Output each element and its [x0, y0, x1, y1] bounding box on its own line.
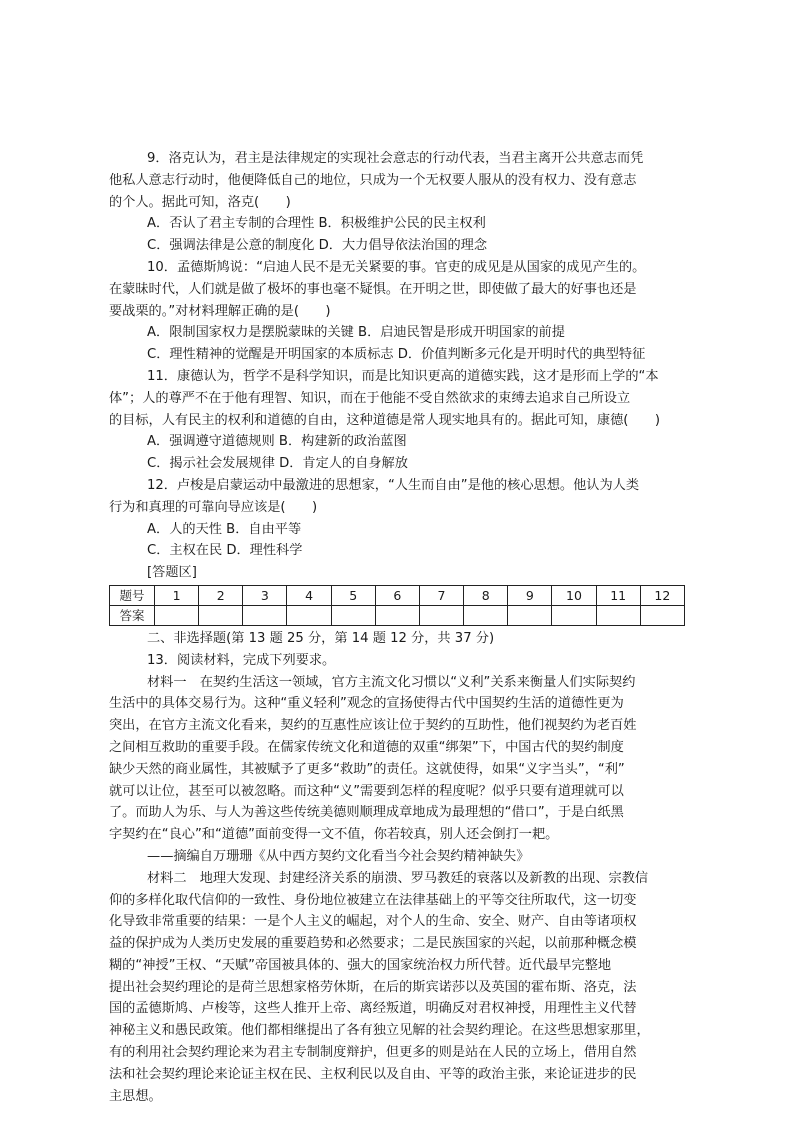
- section-2-title: 二、非选择题(第 13 题 25 分，第 14 题 12 分，共 37 分): [147, 630, 495, 646]
- material-2-line: 有的利用社会契约理论来为君主专制制度辩护，但更多的则是站在人民的立场上，借用自然: [109, 1045, 637, 1061]
- material-2-line: 化导致非常重要的结果：一是个人主义的崛起，对个人的生命、安全、财产、自由等诸项权: [109, 914, 637, 930]
- material-1-line: 材料一 在契约生活这一领域，官方主流文化习惯以“义利”关系来衡量人们实际契约: [147, 674, 636, 690]
- question-9-stem-line: 的个人。据此可知，洛克( ): [109, 194, 291, 210]
- material-1-line: 突出，在官方主流文化看来，契约的互惠性应该让位于契约的互助性，他们视契约为老百姓: [109, 718, 637, 734]
- question-10: [109, 257, 689, 366]
- question-10-stem-line: 10．孟德斯鸠说：“启迪人民不是无关紧要的事。官吏的成见是从国家的成见产生的。: [147, 259, 646, 275]
- answer-cell[interactable]: [552, 605, 596, 625]
- material-2-line: 主思想。: [109, 1088, 162, 1104]
- answer-cell[interactable]: [508, 605, 552, 625]
- question-13-intro: 13．阅读材料，完成下列要求。: [147, 652, 336, 668]
- material-2-line: 法和社会契约理论来论证主权在民、主权利民以及自由、平等的政治主张，来论证进步的民: [109, 1066, 637, 1082]
- answer-area-label: [答题区]: [147, 565, 197, 581]
- answer-cell[interactable]: [596, 605, 640, 625]
- material-2-line: 材料二 地理大发现、封建经济关系的崩溃、罗马教廷的衰落以及新教的出现、宗教信: [147, 870, 649, 886]
- question-number-cell: 12: [640, 585, 684, 605]
- material-1-line: 了。而助人为乐、与人为善这些传统美德则顺理成章地成为最理想的“借口”，于是白纸黑: [109, 805, 624, 821]
- answer-table-answer-row: [110, 605, 685, 625]
- answer-cell[interactable]: [464, 605, 508, 625]
- material-1-line: 字契约在“良心”和“道德”面前变得一文不值，你若较真，别人还会倒打一耙。: [109, 827, 559, 843]
- question-11-options-cd: C．揭示社会发展规律 D．肯定人的自身解放: [147, 456, 408, 472]
- question-number-cell: 8: [464, 585, 508, 605]
- question-number-cell: 11: [596, 585, 640, 605]
- question-10-stem-line: 在蒙昧时代，人们就是做了极坏的事也毫不疑惧。在开明之世，即使做了最大的好事也还是: [109, 281, 637, 297]
- material-2-line: 益的保护成为人类历史发展的重要趋势和必然要求；二是民族国家的兴起，以前那种概念模: [109, 936, 637, 952]
- question-12-options-ab: A．人的天性 B．自由平等: [147, 521, 302, 537]
- question-number-cell: 9: [508, 585, 552, 605]
- answer-cell[interactable]: [419, 605, 463, 625]
- material-1-line: 缺少天然的商业属性，其被赋予了更多“救助”的责任。这就使得，如果“义字当头”，“利”: [109, 761, 625, 777]
- question-9-options-cd: C．强调法律是公意的制度化 D．大力倡导依法治国的理念: [147, 238, 488, 254]
- question-9-options-ab: A．否认了君主专制的合理性 B．积极维护公民的民主权利: [147, 216, 486, 232]
- answer-table-row-header: 题号: [110, 585, 155, 605]
- answer-table-number-row: [110, 585, 685, 605]
- question-11-stem-line: 的目标，人有民主的权利和道德的自由，这种道德是常人现实地具有的。据此可知，康德( ): [109, 412, 660, 428]
- answer-cell[interactable]: [243, 605, 287, 625]
- question-number-cell: 1: [155, 585, 199, 605]
- question-number-cell: 4: [287, 585, 331, 605]
- question-11-stem-line: 体”；人的尊严不在于他有理智、知识，而在于他能不受自然欲求的束缚去追求自己所设立: [109, 390, 631, 406]
- question-10-options-ab: A．限制国家权力是摆脱蒙昧的关键 B．启迪民智是形成开明国家的前提: [147, 325, 565, 341]
- question-number-cell: 3: [243, 585, 287, 605]
- material-1: [109, 672, 689, 868]
- question-12: [109, 475, 689, 562]
- answer-cell[interactable]: [331, 605, 375, 625]
- question-number-cell: 10: [552, 585, 596, 605]
- question-11-options-ab: A．强调遵守道德规则 B．构建新的政治蓝图: [147, 434, 407, 450]
- answer-table: [109, 585, 685, 626]
- question-number-cell: 7: [419, 585, 463, 605]
- question-10-stem-line: 要战栗的。”对材料理解正确的是( ): [109, 303, 331, 319]
- question-9-stem-line: 他私人意志行动时，他便降低自己的地位，只成为一个无权要人服从的没有权力、没有意志: [109, 172, 637, 188]
- answer-cell[interactable]: [287, 605, 331, 625]
- question-number-cell: 6: [375, 585, 419, 605]
- material-1-line: 之间相互救助的重要手段。在儒家传统文化和道德的双重“绑架”下，中国古代的契约制度: [109, 739, 624, 755]
- question-11: [109, 366, 689, 475]
- material-2-line: 国的孟德斯鸠、卢梭等，这些人推开上帝、离经叛道，明确反对君权神授，用理性主义代替: [109, 1001, 637, 1017]
- material-2-line: 仰的多样化取代信仰的一致性、身份地位被建立在法律基础上的平等交往所取代，这一切变: [109, 892, 637, 908]
- answer-cell[interactable]: [375, 605, 419, 625]
- question-10-options-cd: C．理性精神的觉醒是开明国家的本质标志 D．价值判断多元化是开明时代的典型特征: [147, 347, 646, 363]
- answer-table-row-header: 答案: [110, 605, 155, 625]
- material-2: [109, 868, 689, 1108]
- material-2-line: 提出社会契约理论的是荷兰思想家格劳休斯，在后的斯宾诺莎以及英国的霍布斯、洛克，法: [109, 979, 637, 995]
- material-1-line: 就可以让位，甚至可以被忽略。而这种“义”需要到怎样的程度呢？似乎只要有道理就可以: [109, 783, 624, 799]
- answer-cell[interactable]: [199, 605, 243, 625]
- material-1-source: ——摘编自万珊珊《从中西方契约文化看当今社会契约精神缺失》: [147, 848, 530, 864]
- question-12-options-cd: C．主权在民 D．理性科学: [147, 543, 303, 559]
- document-page: [109, 148, 689, 1107]
- question-number-cell: 2: [199, 585, 243, 605]
- answer-cell[interactable]: [640, 605, 684, 625]
- question-11-stem-line: 11．康德认为，哲学不是科学知识，而是比知识更高的道德实践，这才是形而上学的“本: [147, 368, 659, 384]
- question-12-stem-line: 行为和真理的可靠向导应该是( ): [109, 499, 318, 515]
- answer-cell[interactable]: [155, 605, 199, 625]
- material-1-line: 生活中的具体交易行为。这种“重义轻利”观念的宣扬使得古代中国契约生活的道德性更为: [109, 696, 624, 712]
- material-2-line: 糊的“神授”王权、“天赋”帝国被具体的、强大的国家统治权力所代替。近代最早完整地: [109, 957, 612, 973]
- question-9: [109, 148, 689, 257]
- question-9-stem-line: 9．洛克认为，君主是法律规定的实现社会意志的行动代表，当君主离开公共意志而凭: [147, 151, 644, 166]
- question-12-stem-line: 12．卢梭是启蒙运动中最激进的思想家，“人生而自由”是他的核心思想。他认为人类: [147, 477, 640, 493]
- material-2-line: 神秘主义和愚民政策。他们都相继提出了各有独立见解的社会契约理论。在这些思想家那里，: [109, 1023, 650, 1039]
- question-number-cell: 5: [331, 585, 375, 605]
